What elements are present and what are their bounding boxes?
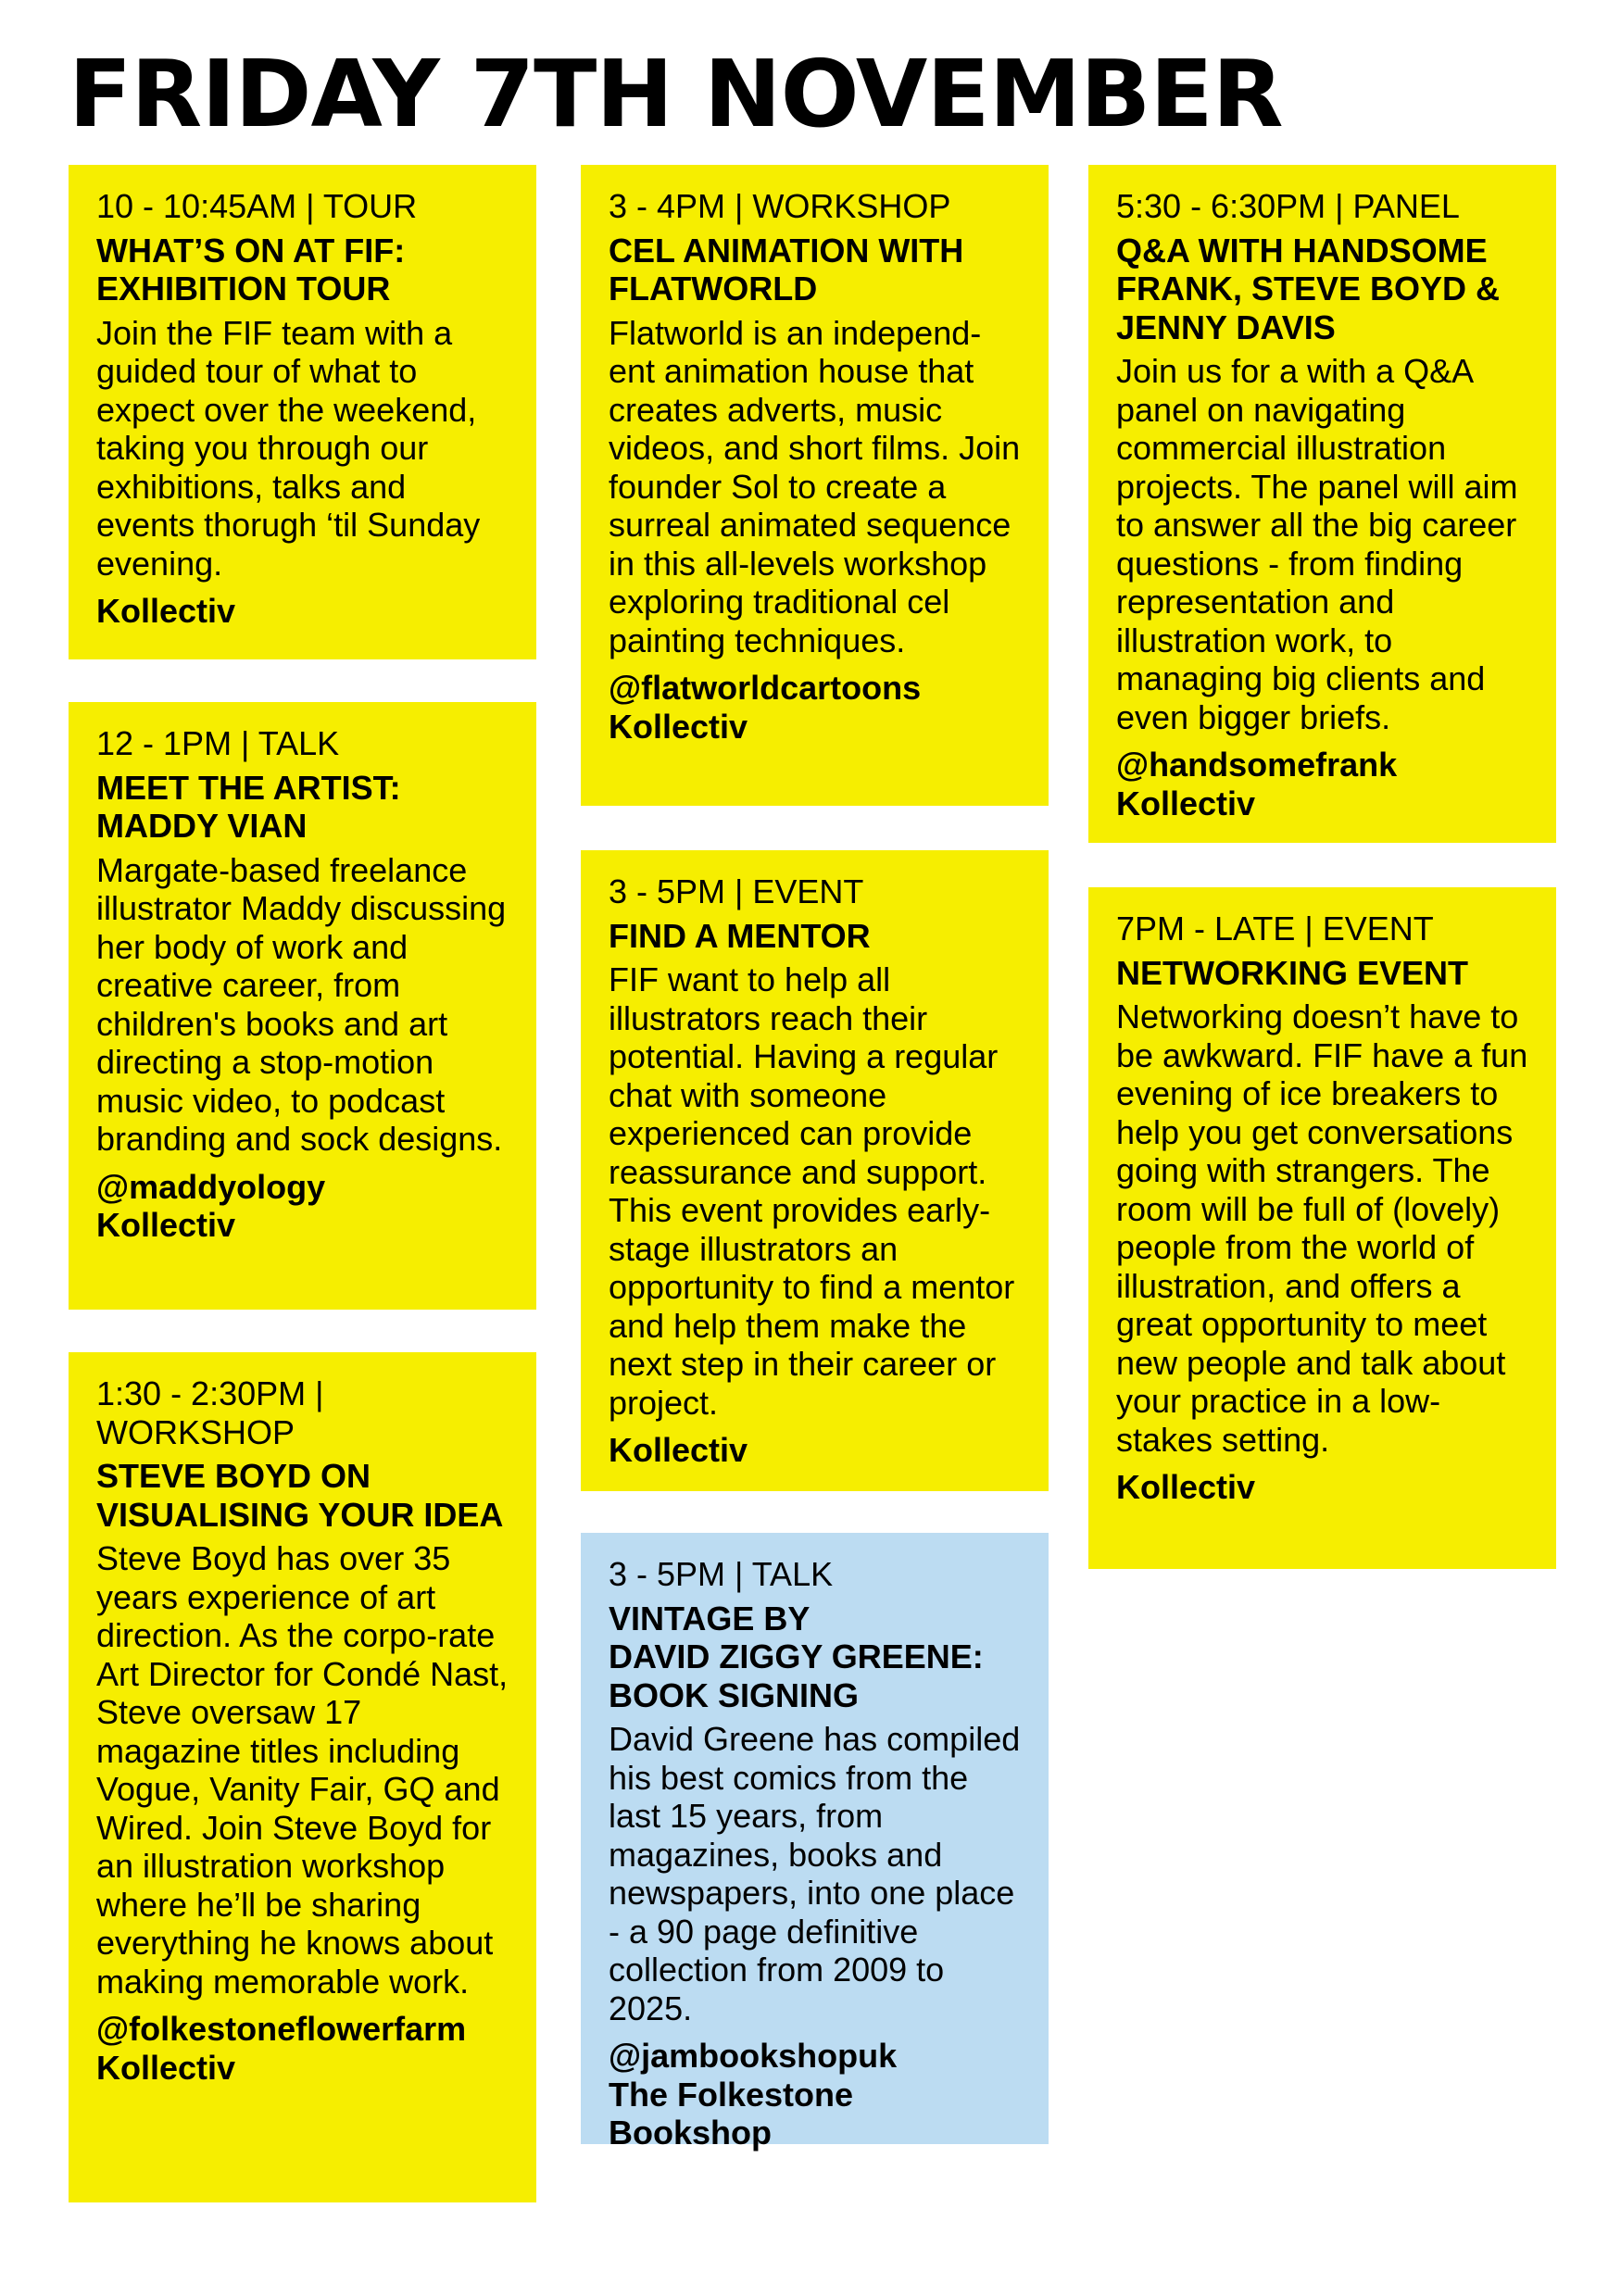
event-venue: Kollectiv: [609, 707, 748, 746]
event-description: Margate-based freelance illustrator Maddy discussing her body of work and creative career, from children's books and art directing a stop-motion music video, to podcast branding and sock designs.: [96, 850, 507, 1158]
event-title: VINTAGE BY DAVID ZIGGY GREENE: BOOK SIGNING: [609, 1599, 984, 1714]
event-time: 7PM - LATE | EVENT: [1116, 910, 1434, 947]
event-card-qa-panel: [1088, 165, 1556, 843]
event-title: FIND A MENTOR: [609, 916, 871, 955]
event-time: 1:30 - 2:30PM | WORKSHOP: [96, 1374, 324, 1451]
event-description: David Greene has compiled his best comics from the last 15 years, from magazines, books and newspapers, into one place - a 90 page definitive collection from 2009 to 2025.: [609, 1720, 1021, 2027]
event-card-find-a-mentor: [581, 850, 1049, 1491]
event-venue: Kollectiv: [1116, 1468, 1256, 1506]
event-time: 5:30 - 6:30PM | PANEL: [1116, 187, 1460, 225]
event-venue: Kollectiv: [96, 1206, 236, 1244]
event-time: 3 - 4PM | WORKSHOP: [609, 187, 951, 225]
event-handle: @maddyology: [96, 1167, 326, 1206]
event-time: 3 - 5PM | EVENT: [609, 872, 864, 910]
event-description: Networking doesn’t have to be awkward. FIF have a fun evening of ice breakers to help you get conversations going with strangers. The room will be full of (lovely) people from the world of illustration, and offers a great opportunity to meet new people and talk about your practice in a low-stakes setting.: [1116, 997, 1528, 1459]
event-description: Flatworld is an independ-ent animation house that creates adverts, music videos, and short films. Join founder Sol to create a surreal animated sequence in this all-levels workshop exploring traditional cel painting techniques.: [609, 313, 1021, 659]
event-description: FIF want to help all illustrators reach their potential. Having a regular chat with someone experienced can provide reassurance and support. This event provides early-stage illustrators an opportunity to find a mentor and help them make the next step in their career or project.: [609, 960, 1015, 1422]
event-title: WHAT’S ON AT FIF: EXHIBITION TOUR: [96, 231, 406, 307]
event-description: Join the FIF team with a guided tour of what to expect over the weekend, taking you through our exhibitions, talks and events thorugh ‘til Sunday evening.: [96, 313, 481, 583]
event-title: CEL ANIMATION WITH FLATWORLD: [609, 231, 964, 307]
event-title: Q&A WITH HANDSOME FRANK, STEVE BOYD & JENNY DAVIS: [1116, 231, 1501, 346]
event-venue: Kollectiv: [96, 592, 236, 630]
event-title: MEET THE ARTIST: MADDY VIAN: [96, 768, 401, 845]
event-venue: Kollectiv: [96, 2048, 236, 2087]
event-venue: Kollectiv: [609, 1431, 748, 1469]
event-card-meet-the-artist: [69, 702, 536, 1310]
event-card-exhibition-tour: [69, 165, 536, 659]
event-time: 3 - 5PM | TALK: [609, 1555, 834, 1593]
event-handle: @handsomefrank: [1116, 746, 1398, 784]
event-time: 12 - 1PM | TALK: [96, 724, 340, 762]
event-title: NETWORKING EVENT: [1116, 953, 1469, 992]
page-title: FRIDAY 7TH NOVEMBER: [69, 40, 1283, 148]
event-title: STEVE BOYD ON VISUALISING YOUR IDEA: [96, 1457, 504, 1534]
event-description: Steve Boyd has over 35 years experience of art direction. As the corpo-rate Art Director for Condé Nast, Steve oversaw 17 magazine titles including Vogue, Vanity Fair, GQ and Wired. Join Steve Boyd for an illustration workshop where he’ll be sharing everything he knows about making memorable work.: [96, 1539, 509, 2001]
event-card-steve-boyd-workshop: [69, 1352, 536, 2202]
event-handle: @jambookshopuk: [609, 2037, 898, 2075]
event-venue: The Folkestone Bookshop: [609, 2075, 854, 2152]
event-handle: @folkestoneflowerfarm: [96, 2010, 467, 2048]
event-time: 10 - 10:45AM | TOUR: [96, 187, 418, 225]
event-card-book-signing: [581, 1533, 1049, 2152]
event-card-cel-animation: [581, 165, 1049, 806]
event-card-networking: [1088, 887, 1556, 1569]
event-description: Join us for a with a Q&A panel on navigating commercial illustration projects. The panel will aim to answer all the big career questions - from finding representation and illustration work, to managing big clients and even bigger briefs.: [1116, 352, 1518, 736]
event-handle: @flatworldcartoons: [609, 669, 922, 707]
event-venue: Kollectiv: [1116, 784, 1256, 822]
